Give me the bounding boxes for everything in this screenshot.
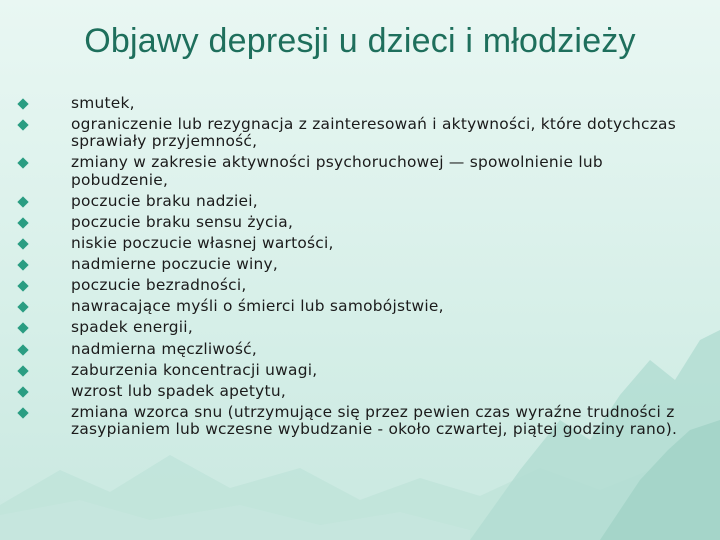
list-item — [0, 235, 720, 252]
diamond-bullet-icon — [17, 196, 28, 207]
list-item-text: zmiany w zakresie aktywności psychoruchowej — spowolnienie lub pobudzenie, — [71, 153, 603, 189]
list-item — [0, 95, 720, 112]
diamond-bullet-icon — [17, 158, 28, 169]
list-item-text: nawracające myśli o śmierci lub samobójstwie, — [71, 297, 444, 316]
list-item-text: zmiana wzorca snu (utrzymujące się przez pewien czas wyraźne trudności z zasypianiem lub wczesne wybudzanie - około czwartej, piątej godziny rano). — [71, 402, 678, 439]
list-item — [0, 362, 720, 379]
list-item — [0, 277, 720, 294]
list-item — [0, 116, 720, 151]
list-item-text: spadek energii, — [71, 318, 193, 337]
list-item-text: niskie poczucie własnej wartości, — [71, 234, 334, 253]
list-item-text: poczucie braku sensu życia, — [71, 212, 294, 231]
list-item-text: poczucie bezradności, — [71, 276, 247, 295]
slide-title: Objawy depresji u dzieci i młodzieży — [84, 22, 636, 60]
list-item — [0, 193, 720, 210]
list-item-text: ograniczenie lub rezygnacja z zainteresowań i aktywności, które dotychczas sprawiały przyjemność, — [71, 115, 677, 151]
list-item-text: smutek, — [71, 94, 135, 112]
diamond-bullet-icon — [17, 344, 28, 355]
list-item — [0, 404, 720, 439]
diamond-bullet-icon — [17, 119, 28, 130]
diamond-bullet-icon — [17, 323, 28, 334]
list-item-text: zaburzenia koncentracji uwagi, — [71, 360, 318, 379]
diamond-bullet-icon — [17, 98, 28, 109]
diamond-bullet-icon — [17, 386, 28, 397]
list-item-text: poczucie braku nadziei, — [71, 191, 258, 210]
symptoms-list — [0, 95, 720, 442]
list-item — [0, 256, 720, 273]
diamond-bullet-icon — [17, 365, 28, 376]
list-item — [0, 319, 720, 336]
list-item-text: nadmierne poczucie winy, — [71, 255, 279, 274]
diamond-bullet-icon — [17, 217, 28, 228]
diamond-bullet-icon — [17, 407, 28, 418]
list-item-text: wzrost lub spadek apetytu, — [71, 381, 286, 400]
diamond-bullet-icon — [17, 259, 28, 270]
list-item — [0, 341, 720, 358]
list-item — [0, 214, 720, 231]
list-item — [0, 383, 720, 400]
diamond-bullet-icon — [17, 302, 28, 313]
list-item — [0, 298, 720, 315]
list-item — [0, 154, 720, 189]
list-item-text: nadmierna męczliwość, — [71, 339, 258, 358]
diamond-bullet-icon — [17, 238, 28, 249]
diamond-bullet-icon — [17, 281, 28, 292]
